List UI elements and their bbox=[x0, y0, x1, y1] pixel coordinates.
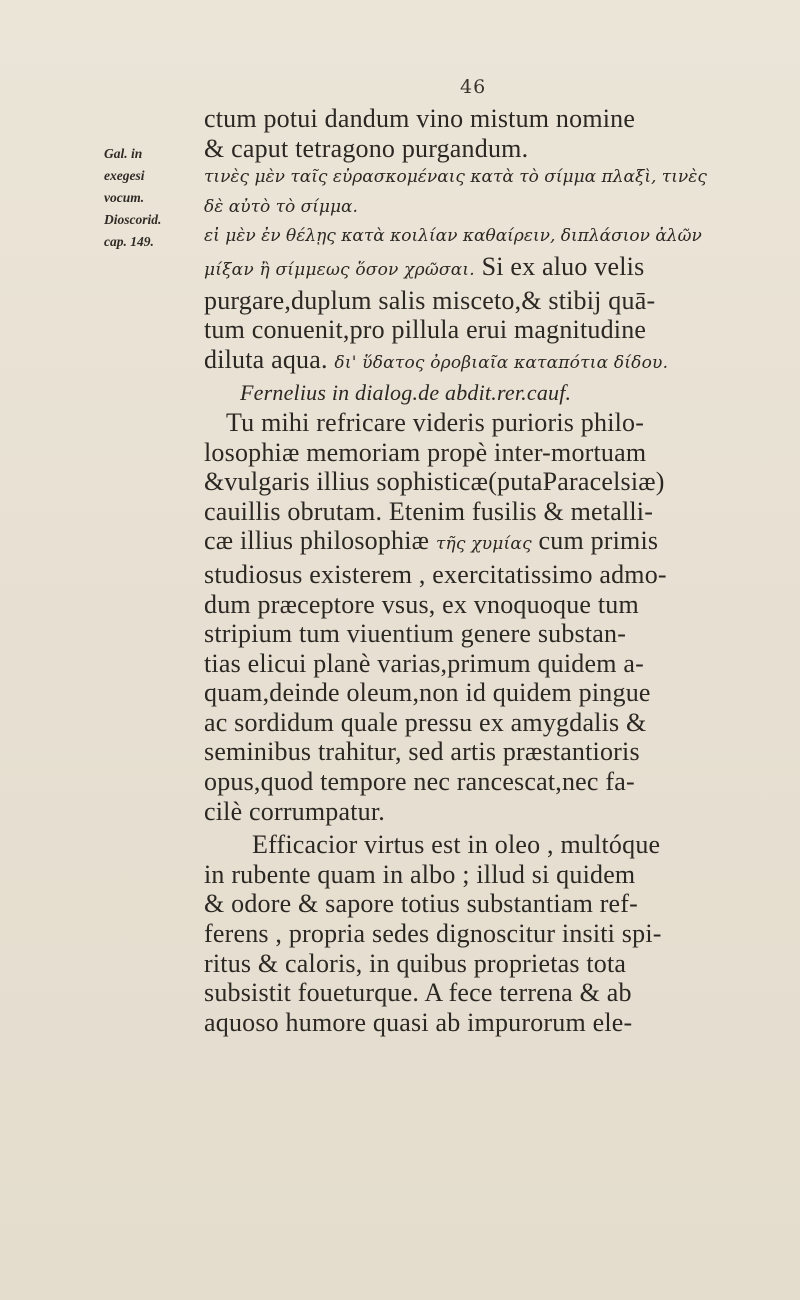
latin-span: cæ illius philosophiæ bbox=[204, 526, 436, 556]
text-line: tum conuenit,pro pillula erui magnitudine bbox=[204, 315, 647, 345]
greek-span: δι' ὕδατος ὀροβιαῖα καταπότια δίδου. bbox=[334, 352, 669, 373]
latin-span: diluta aqua. bbox=[204, 344, 335, 374]
text-line: studiosus existerem , exercitatissimo admo- bbox=[204, 559, 667, 589]
text-line: cauillis obrutam. Etenim fusilis & metalli- bbox=[204, 496, 654, 526]
latin-span: cum primis bbox=[531, 526, 659, 556]
text-line: in rubente quam in albo ; illud si quidem bbox=[204, 859, 636, 889]
text-line: ac sordidum quale pressu ex amygdalis & bbox=[204, 707, 647, 737]
text-line: Efficacior virtus est in oleo , multóque bbox=[252, 830, 661, 860]
mixed-line bbox=[204, 345, 740, 379]
text-line: purgare,duplum salis misceto,& stibij quā- bbox=[204, 285, 656, 315]
text-line: subsistit foueturque. A fece terrena & ab bbox=[204, 978, 632, 1008]
margin-note-line: vocum. bbox=[104, 190, 145, 205]
text-line: stripium tum viuentium genere substan- bbox=[204, 619, 627, 649]
greek-span: τῆς χυμίας bbox=[435, 534, 532, 555]
text-line: tias elicui planè varias,primum quidem a- bbox=[204, 648, 644, 678]
text-line: dum præceptore vsus, ex vnoquoque tum bbox=[204, 589, 639, 619]
text-line: cilè corrumpatur. bbox=[204, 796, 385, 826]
text-line: Tu mihi refricare videris purioris philo- bbox=[226, 407, 645, 437]
text-line: ritus & caloris, in quibus proprietas tota bbox=[204, 948, 627, 978]
latin-span: Si ex aluo velis bbox=[474, 251, 645, 281]
mixed-line bbox=[204, 252, 740, 286]
greek-span: μίξαν ἢ σίμμεως ὅσον χρῶσαι. bbox=[204, 259, 475, 280]
text-line: & odore & sapore totius substantiam ref- bbox=[204, 889, 639, 919]
text-line: & caput tetragono purgandum. bbox=[204, 133, 529, 163]
margin-note-line: Dioscorid. bbox=[104, 212, 162, 227]
text-line: ferens , propria sedes dignoscitur insiti spi- bbox=[204, 919, 662, 949]
margin-note bbox=[104, 143, 204, 253]
text-line: quam,deinde oleum,non id quidem pingue bbox=[204, 678, 651, 708]
page-number: 46 bbox=[460, 76, 487, 98]
text-line: &vulgaris illius sophisticæ(putaParacelsiæ) bbox=[204, 467, 665, 497]
body-text bbox=[204, 104, 740, 1037]
margin-note-line: exegesi bbox=[104, 168, 145, 183]
mixed-line bbox=[204, 526, 740, 560]
greek-line: τινὲς μὲν ταῖς εὐρασκομέναις κατὰ τὸ σίμμα πλαξὶ, τινὲς bbox=[204, 167, 707, 188]
text-line: losophiæ memoriam propè inter-mortuam bbox=[204, 437, 647, 467]
margin-note-line: cap. 149. bbox=[104, 234, 154, 249]
text-line: aquoso humore quasi ab impurorum ele- bbox=[204, 1007, 633, 1037]
text-line: opus,quod tempore nec rancescat,nec fa- bbox=[204, 767, 635, 797]
greek-line: εἰ μὲν ἐν θέλῃς κατὰ κοιλίαν καθαίρειν, διπλάσιον ἀλῶν bbox=[204, 226, 702, 247]
text-line: seminibus trahitur, sed artis præstantioris bbox=[204, 737, 640, 767]
text-line: ctum potui dandum vino mistum nomine bbox=[204, 104, 636, 133]
margin-note-line: Gal. in bbox=[104, 146, 143, 161]
greek-line: δὲ αὐτὸ τὸ σίμμα. bbox=[204, 196, 358, 217]
citation-line: Fernelius in dialog.de abdit.rer.cauf. bbox=[240, 380, 572, 406]
